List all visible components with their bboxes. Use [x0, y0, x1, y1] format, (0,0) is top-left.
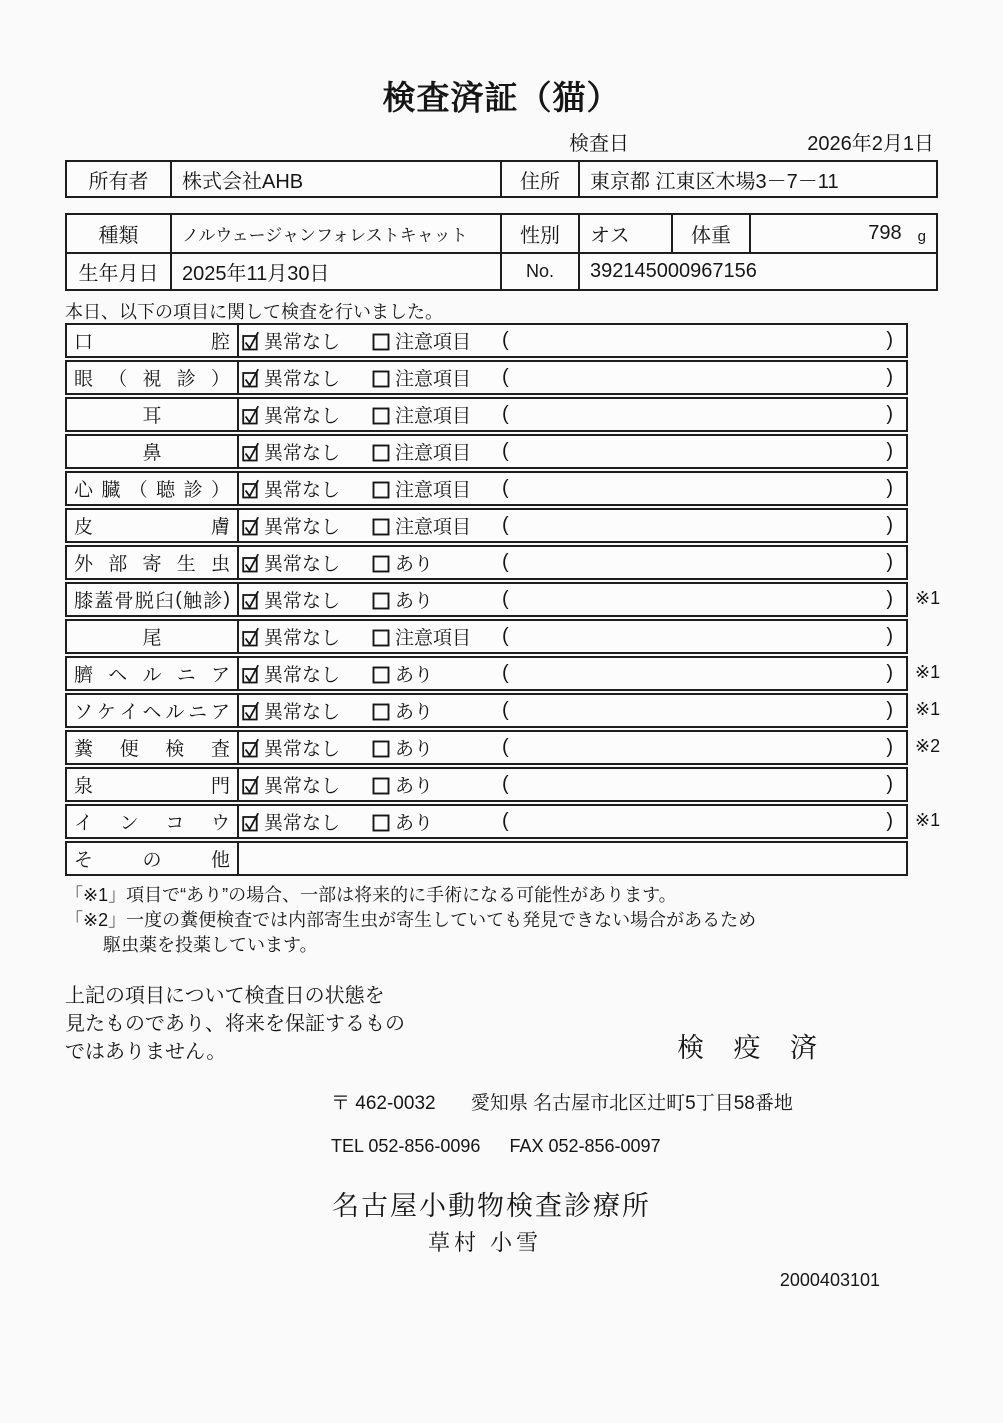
exam-row [65, 434, 908, 469]
exam-row-content [239, 806, 906, 837]
checked-checkbox-icon [242, 589, 261, 611]
inspection-date-value: 2026年2月1日 [807, 132, 934, 155]
paren-close: ) [886, 514, 893, 536]
exam-table [65, 323, 941, 876]
exam-row-content [239, 399, 906, 430]
exam-row [65, 730, 941, 765]
owner-table [65, 160, 938, 198]
clinic-fax: FAX 052-856-0097 [509, 1136, 661, 1156]
attention-label: あり [395, 665, 434, 686]
exam-row [65, 582, 941, 617]
no-abnormality-label: 異常なし [264, 813, 341, 834]
sex-value: オス [578, 215, 671, 252]
exam-row-content [239, 732, 906, 763]
paren-open: ( [502, 662, 509, 684]
exam-row [65, 397, 908, 432]
clinic-postal-code: 〒 462-0032 [331, 1093, 436, 1114]
paren-open: ( [502, 551, 509, 573]
no-abnormality-option [242, 623, 372, 650]
paren-close: ) [886, 477, 893, 499]
paren-close: ) [886, 329, 893, 351]
owner-label: 所有者 [88, 170, 149, 193]
attention-label: 注意項目 [395, 332, 472, 353]
closing-block [65, 982, 938, 1066]
attention-label: あり [395, 739, 434, 760]
paren-open: ( [502, 329, 509, 351]
clinic-address: 愛知県 名古屋市北区辻町5丁目58番地 [470, 1093, 793, 1114]
unchecked-checkbox-icon [372, 626, 392, 648]
checked-checkbox-icon [242, 626, 261, 648]
unchecked-checkbox-icon [372, 811, 392, 833]
unchecked-checkbox-icon [372, 589, 392, 611]
checked-checkbox-icon [242, 700, 261, 722]
paren-close: ) [886, 810, 893, 832]
exam-row-content [239, 325, 906, 356]
exam-item-label: 鼻 [67, 436, 239, 467]
no-abnormality-option [242, 586, 372, 613]
exam-row-content [239, 695, 906, 726]
checked-checkbox-icon [242, 663, 261, 685]
checked-checkbox-icon [242, 441, 261, 463]
unchecked-checkbox-icon [372, 515, 392, 537]
footnote-2: 「※2」一度の糞便検査では内部寄生虫が寄生していても発見できない場合があるため [65, 910, 757, 930]
exam-item-label: 耳 [67, 399, 239, 430]
breed-value: ノルウェージャンフォレストキャット [170, 215, 500, 252]
no-abnormality-option [242, 697, 372, 724]
no-abnormality-option [242, 512, 372, 539]
clinic-phone-line [331, 1136, 938, 1157]
attention-label: 注意項目 [395, 628, 472, 649]
remarks-parentheses [502, 551, 906, 574]
animal-row-2 [67, 252, 936, 289]
attention-option [372, 475, 502, 502]
exam-item-label: 臍 ヘ ル ニ ア [67, 658, 239, 689]
unchecked-checkbox-icon [372, 774, 392, 796]
exam-row [65, 619, 908, 654]
exam-item-label: 泉 門 [67, 769, 239, 800]
no-abnormality-option [242, 327, 372, 354]
attention-option [372, 734, 502, 761]
paren-open: ( [502, 514, 509, 536]
exam-item-label: イ ン コ ウ [67, 806, 239, 837]
exam-row-content [239, 621, 906, 652]
paren-close: ) [886, 662, 893, 684]
remarks-parentheses [502, 662, 906, 685]
exam-row [65, 545, 908, 580]
attention-option [372, 586, 502, 613]
no-abnormality-label: 異常なし [264, 443, 341, 464]
paren-open: ( [502, 440, 509, 462]
animal-row-1 [67, 215, 936, 252]
checked-checkbox-icon [242, 811, 261, 833]
checked-checkbox-icon [242, 737, 261, 759]
veterinarian-name: 草村 小雪 [428, 1230, 543, 1255]
exam-row-content [239, 362, 906, 393]
exam-item-label: 外 部 寄 生 虫 [67, 547, 239, 578]
sex-label: 性別 [500, 215, 578, 252]
quarantine-stamp: 検 疫 済 [676, 1033, 828, 1063]
no-abnormality-label: 異常なし [264, 702, 341, 723]
inspection-date-label: 検査日 [569, 132, 629, 155]
exam-row-note: ※1 [915, 810, 941, 830]
exam-row [65, 767, 908, 802]
birthdate-label: 生年月日 [78, 263, 159, 285]
exam-item-label: 尾 [67, 621, 239, 652]
exam-row [65, 804, 941, 839]
exam-row-content [239, 658, 906, 689]
paren-close: ) [886, 551, 893, 573]
exam-row-content [239, 584, 906, 615]
attention-label: あり [395, 776, 434, 797]
breed-label: 種類 [98, 225, 139, 247]
attention-label: あり [395, 554, 434, 575]
paren-close: ) [886, 366, 893, 388]
remarks-parentheses [502, 773, 906, 796]
paren-open: ( [502, 810, 509, 832]
no-abnormality-label: 異常なし [264, 554, 341, 575]
exam-item-label: 膝 蓋 骨 脱 臼 ( 触 診 ) [67, 584, 239, 615]
no-abnormality-label: 異常なし [264, 628, 341, 649]
unchecked-checkbox-icon [372, 367, 392, 389]
exam-row [65, 656, 941, 691]
exam-row-note: ※1 [915, 699, 941, 719]
exam-item-label: 眼 （ 視 診 ） [67, 362, 239, 393]
unchecked-checkbox-icon [372, 552, 392, 574]
exam-row-content [239, 436, 906, 467]
no-abnormality-option [242, 401, 372, 428]
clinic-name: 名古屋小動物検査診療所 [332, 1191, 651, 1221]
no-abnormality-label: 異常なし [264, 406, 341, 427]
weight-value-cell [749, 215, 936, 252]
exam-row-content [239, 510, 906, 541]
no-abnormality-option [242, 808, 372, 835]
owner-address-value: 東京都 江東区木場3－7－11 [578, 162, 936, 196]
exam-row [65, 360, 908, 395]
exam-row-content [239, 473, 906, 504]
attention-option [372, 327, 502, 354]
exam-row [65, 693, 941, 728]
attention-option [372, 771, 502, 798]
no-abnormality-label: 異常なし [264, 665, 341, 686]
intro-text: 本日、以下の項目に関して検査を行いました。 [65, 302, 443, 322]
no-abnormality-option [242, 364, 372, 391]
no-abnormality-option [242, 660, 372, 687]
attention-label: 注意項目 [395, 480, 472, 501]
attention-option [372, 512, 502, 539]
disclaimer-line-1: 上記の項目について検査日の状態を [65, 985, 385, 1007]
owner-value: 株式会社AHB [170, 162, 500, 196]
no-abnormality-option [242, 475, 372, 502]
weight-value: 798 [868, 222, 902, 244]
document-number: 2000403101 [779, 1270, 880, 1290]
attention-option [372, 808, 502, 835]
unchecked-checkbox-icon [372, 330, 392, 352]
no-abnormality-label: 異常なし [264, 332, 341, 353]
paren-close: ) [886, 403, 893, 425]
exam-row [65, 841, 908, 876]
exam-row [65, 323, 908, 358]
attention-label: 注意項目 [395, 406, 472, 427]
paren-close: ) [886, 440, 893, 462]
exam-row-note: ※1 [915, 662, 941, 682]
no-abnormality-option [242, 734, 372, 761]
paren-close: ) [886, 736, 893, 758]
checked-checkbox-icon [242, 367, 261, 389]
inspection-date-row [65, 128, 938, 154]
weight-label: 体重 [671, 215, 749, 252]
attention-option [372, 697, 502, 724]
unchecked-checkbox-icon [372, 404, 392, 426]
paren-open: ( [502, 736, 509, 758]
no-abnormality-label: 異常なし [264, 369, 341, 390]
footnote-2-continued: 駆虫薬を投薬しています。 [103, 935, 318, 955]
exam-row-content [239, 769, 906, 800]
attention-option [372, 623, 502, 650]
exam-row-note: ※2 [915, 736, 941, 756]
footnotes [65, 883, 938, 958]
remarks-parentheses [502, 699, 906, 722]
attention-label: 注意項目 [395, 369, 472, 390]
clinic-address-line [331, 1088, 938, 1115]
exam-item-label: 糞 便 検 査 [67, 732, 239, 763]
remarks-parentheses [502, 625, 906, 648]
unchecked-checkbox-icon [372, 478, 392, 500]
paren-close: ) [886, 699, 893, 721]
attention-label: あり [395, 702, 434, 723]
paren-open: ( [502, 366, 509, 388]
checked-checkbox-icon [242, 478, 261, 500]
remarks-parentheses [502, 736, 906, 759]
attention-label: あり [395, 591, 434, 612]
paren-close: ) [886, 588, 893, 610]
number-label: No. [500, 254, 578, 289]
exam-row-content [239, 843, 906, 874]
paren-open: ( [502, 403, 509, 425]
exam-item-label: 皮 膚 [67, 510, 239, 541]
remarks-parentheses [502, 588, 906, 611]
paren-close: ) [886, 773, 893, 795]
paren-open: ( [502, 588, 509, 610]
attention-option [372, 549, 502, 576]
exam-item-label: 口 腔 [67, 325, 239, 356]
owner-row [67, 162, 936, 196]
exam-item-label: そ の 他 [67, 843, 239, 874]
remarks-parentheses [502, 403, 906, 426]
weight-unit: g [917, 228, 926, 245]
unchecked-checkbox-icon [372, 700, 392, 722]
attention-label: あり [395, 813, 434, 834]
remarks-parentheses [502, 440, 906, 463]
exam-row-note: ※1 [915, 588, 941, 608]
animal-table [65, 213, 938, 291]
unchecked-checkbox-icon [372, 663, 392, 685]
checked-checkbox-icon [242, 330, 261, 352]
exam-row [65, 471, 908, 506]
unchecked-checkbox-icon [372, 441, 392, 463]
no-abnormality-label: 異常なし [264, 517, 341, 538]
attention-option [372, 438, 502, 465]
checked-checkbox-icon [242, 515, 261, 537]
remarks-parentheses [502, 810, 906, 833]
paren-close: ) [886, 625, 893, 647]
no-abnormality-label: 異常なし [264, 776, 341, 797]
exam-row [65, 508, 908, 543]
checked-checkbox-icon [242, 552, 261, 574]
paren-open: ( [502, 699, 509, 721]
remarks-parentheses [502, 477, 906, 500]
exam-item-label: 心 臓 （ 聴 診 ） [67, 473, 239, 504]
paren-open: ( [502, 477, 509, 499]
disclaimer-line-3: ではありません。 [65, 1041, 227, 1063]
remarks-parentheses [502, 329, 906, 352]
checked-checkbox-icon [242, 404, 261, 426]
attention-option [372, 364, 502, 391]
checked-checkbox-icon [242, 774, 261, 796]
number-value: 392145000967156 [578, 254, 936, 289]
attention-label: 注意項目 [395, 517, 472, 538]
exam-item-label: ソ ケ イ ヘ ル ニ ア [67, 695, 239, 726]
paren-open: ( [502, 773, 509, 795]
disclaimer-line-2: 見たものであり、将来を保証するもの [65, 1013, 405, 1035]
paren-open: ( [502, 625, 509, 647]
attention-label: 注意項目 [395, 443, 472, 464]
exam-row-content [239, 547, 906, 578]
unchecked-checkbox-icon [372, 737, 392, 759]
no-abnormality-label: 異常なし [264, 591, 341, 612]
page-title: 検査済証（猫） [382, 79, 621, 116]
remarks-parentheses [502, 366, 906, 389]
no-abnormality-option [242, 438, 372, 465]
no-abnormality-label: 異常なし [264, 480, 341, 501]
attention-option [372, 401, 502, 428]
owner-address-label: 住所 [500, 162, 578, 196]
clinic-tel: TEL 052-856-0096 [331, 1136, 481, 1156]
no-abnormality-option [242, 549, 372, 576]
remarks-parentheses [502, 514, 906, 537]
attention-option [372, 660, 502, 687]
no-abnormality-option [242, 771, 372, 798]
birthdate-value: 2025年11月30日 [170, 254, 500, 289]
footnote-1: 「※1」項目で“あり”の場合、一部は将来的に手術になる可能性があります。 [65, 885, 677, 905]
no-abnormality-label: 異常なし [264, 739, 341, 760]
